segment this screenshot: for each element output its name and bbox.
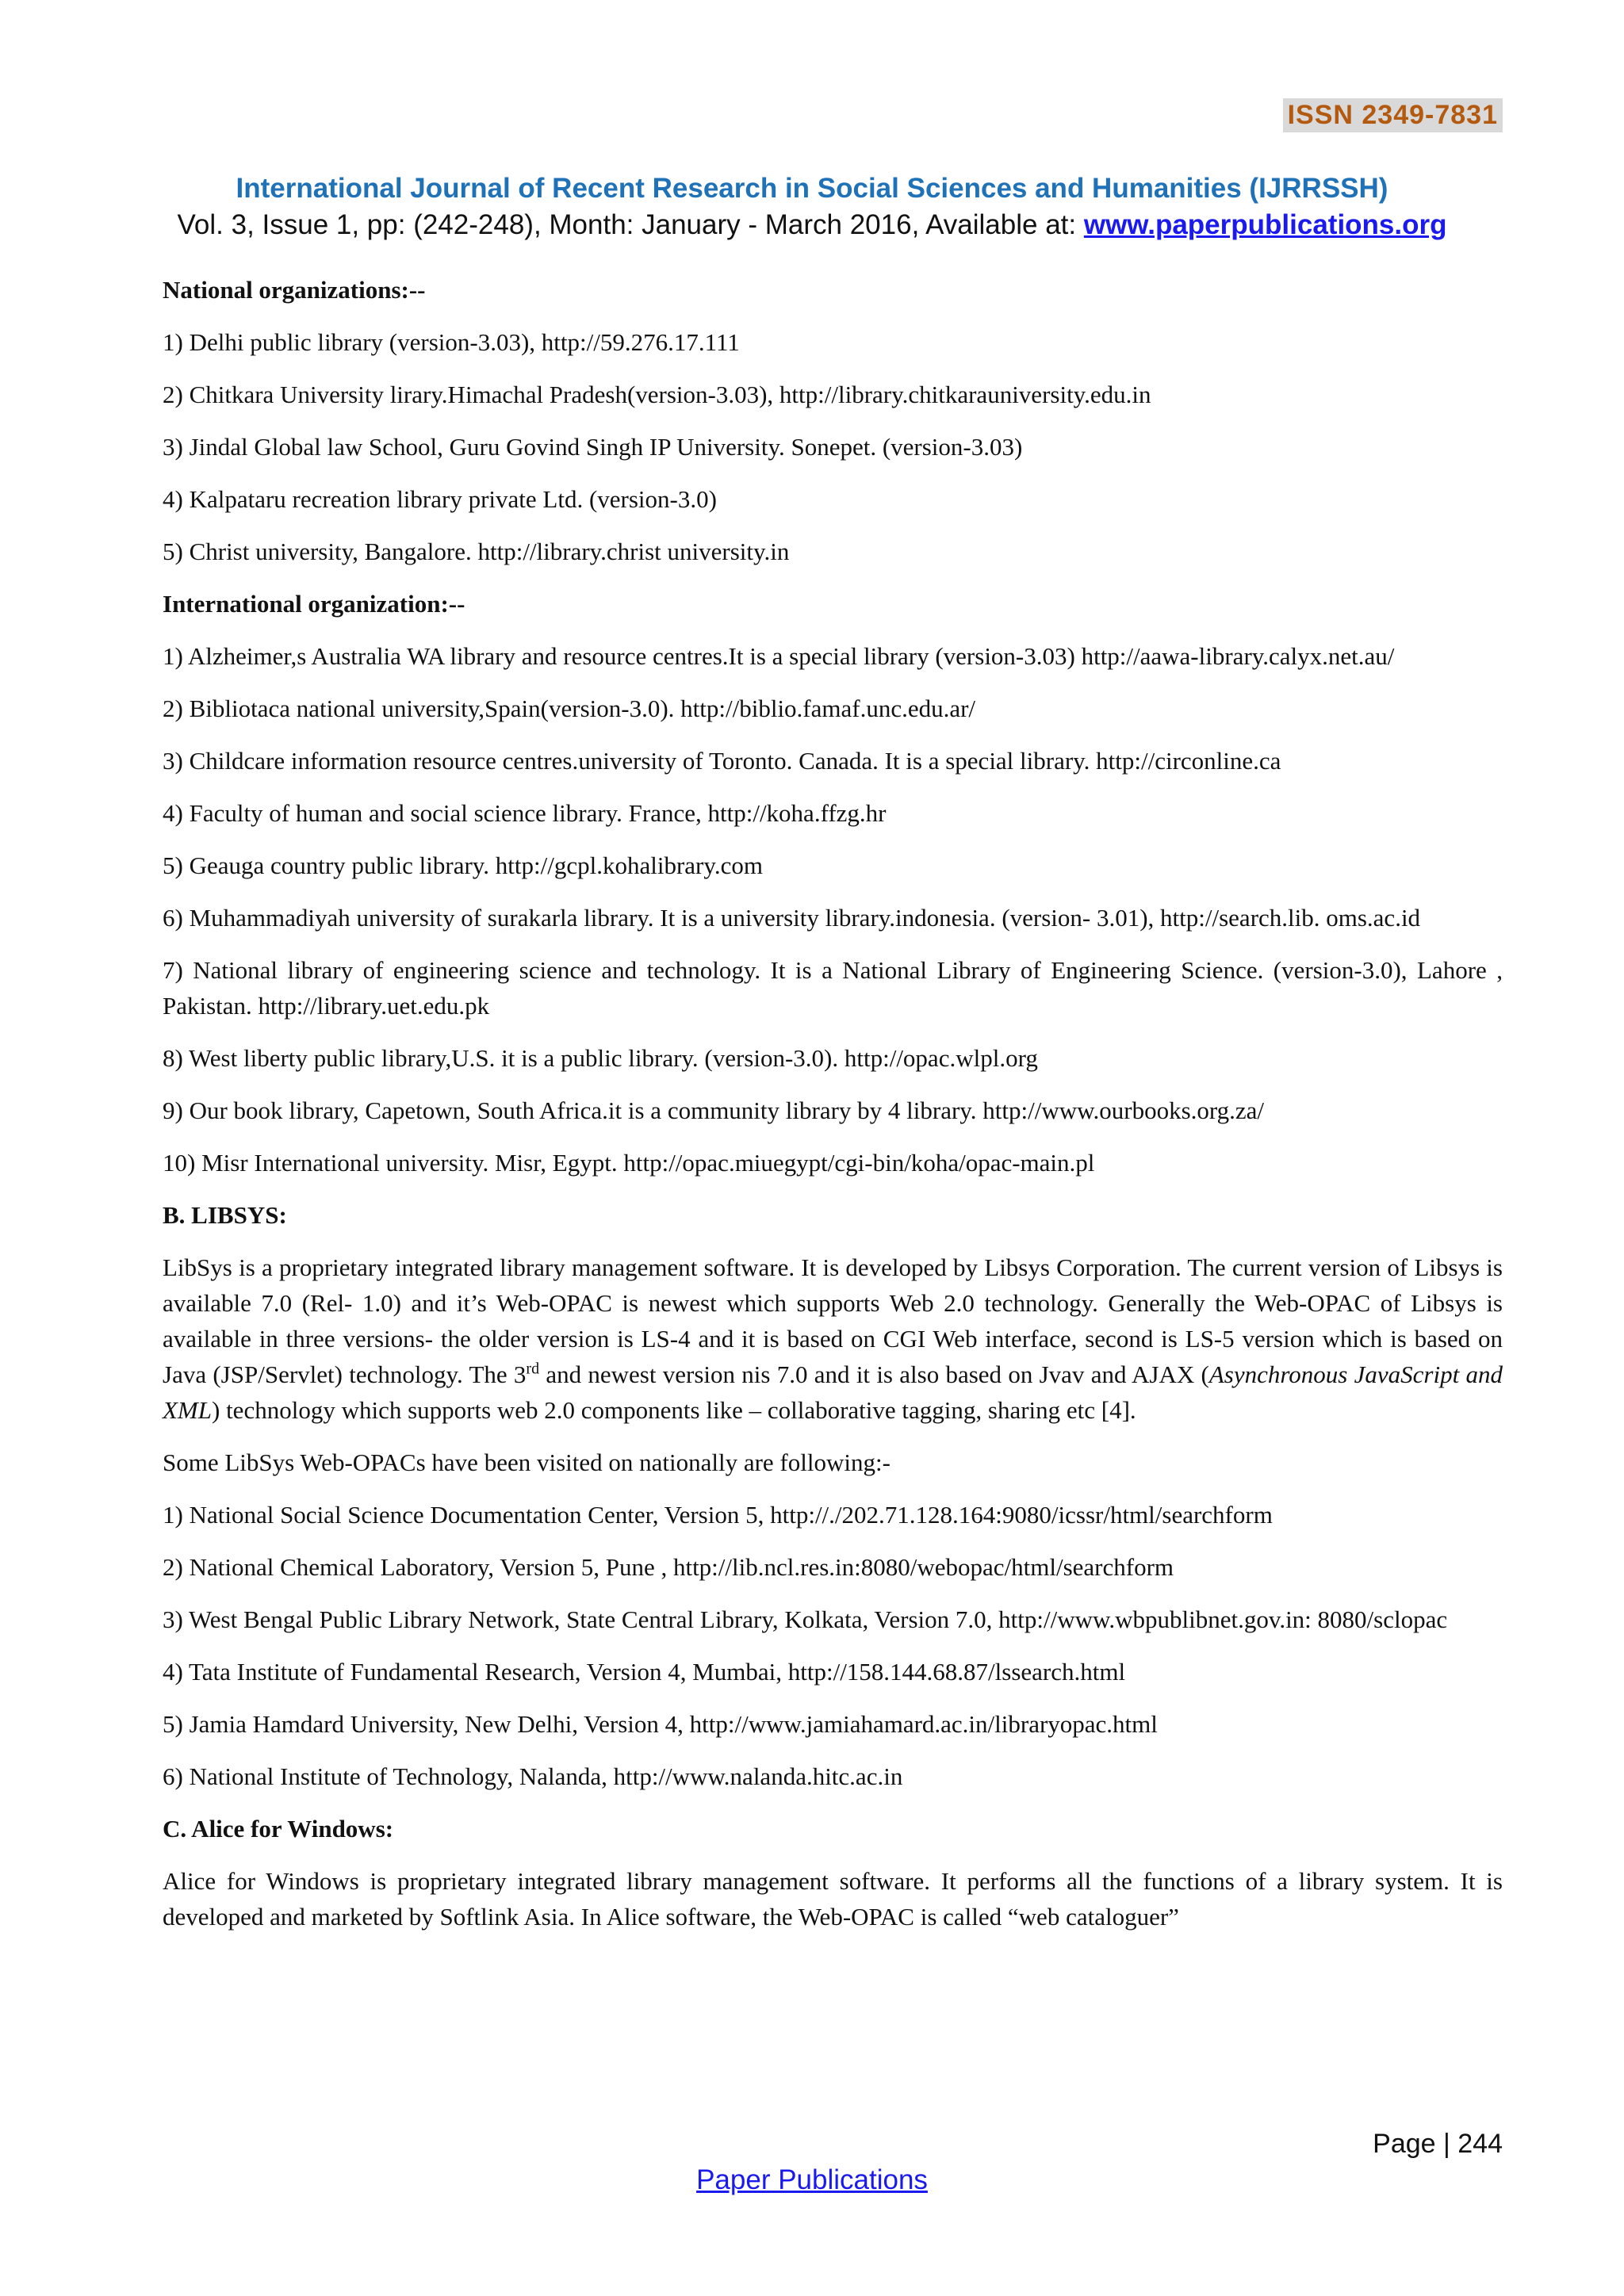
journal-title: International Journal of Recent Research in Social Sciences and Humanities (IJRRSSH)	[236, 173, 1388, 204]
national-heading: National organizations:--	[163, 276, 426, 304]
libsys-text-2: and newest version nis 7.0 and it is also based on Jvav and AJAX (	[539, 1360, 1209, 1388]
list-item: 1) Alzheimer,s Australia WA library and resource centres.It is a special library (version-3.03) http://aawa-library.calyx.net.au/	[163, 642, 1395, 670]
volume-line	[0, 209, 1624, 241]
list-item: 1) National Social Science Documentation Center, Version 5, http://./202.71.128.164:9080/icssr/html/searchform	[163, 1501, 1273, 1529]
page-number: Page | 244	[1373, 2129, 1503, 2159]
list-item: 6) Muhammadiyah university of surakarla library. It is a university library.indonesia. (version- 3.01), http://search.lib. oms.ac.id	[163, 904, 1421, 932]
list-item: 6) National Institute of Technology, Nalanda, http://www.nalanda.hitc.ac.in	[163, 1762, 903, 1790]
libsys-italic: Asynchronous JavaScript and XML	[163, 1360, 1503, 1424]
publisher-link[interactable]: Paper Publications	[696, 2164, 928, 2195]
list-item: 2) National Chemical Laboratory, Version 5, Pune , http://lib.ncl.res.in:8080/webopac/html/searchform	[163, 1553, 1174, 1581]
libsys-text-1: LibSys is a proprietary integrated library management software. It is developed by Libsys Corporation. The current version of Libsys is available 7.0 (Rel- 1.0) and it’s Web-OPAC is newest which supports Web 2.0 technology. Generally the Web-OPAC of Libsys is available in three versions- the older version is LS-4 and it is based on CGI Web interface, second is LS-5 version which is based on Java (JSP/Servlet) technology. The 3	[163, 1253, 1503, 1388]
list-item: 8) West liberty public library,U.S. it is a public library. (version-3.0). http://opac.wlpl.org	[163, 1044, 1038, 1072]
list-item: 4) Faculty of human and social science library. France, http://koha.ffzg.hr	[163, 799, 887, 827]
list-item: 3) Jindal Global law School, Guru Govind Singh IP University. Sonepet. (version-3.03)	[163, 433, 1023, 461]
list-item: 2) Bibliotaca national university,Spain(version-3.0). http://biblio.famaf.unc.edu.ar/	[163, 695, 976, 722]
libsys-text-3: ) technology which supports web 2.0 components like – collaborative tagging, sharing etc [4].	[212, 1396, 1136, 1424]
list-item: 1) Delhi public library (version-3.03), http://59.276.17.111	[163, 328, 740, 356]
international-heading: International organization:--	[163, 590, 465, 618]
alice-paragraph: Alice for Windows is proprietary integrated library management software. It performs all the functions of a library system. It is developed and marketed by Softlink Asia. In Alice software, the Web-OPAC is called “web cataloguer”	[163, 1867, 1503, 1931]
list-item: 4) Tata Institute of Fundamental Research, Version 4, Mumbai, http://158.144.68.87/lssearch.html	[163, 1658, 1126, 1686]
website-link[interactable]: www.paperpublications.org	[1083, 209, 1447, 240]
list-item: 5) Jamia Hamdard University, New Delhi, Version 4, http://www.jamiahamard.ac.in/libraryopac.html	[163, 1710, 1158, 1738]
list-item: 5) Geauga country public library. http://gcpl.kohalibrary.com	[163, 851, 763, 879]
list-item: 4) Kalpataru recreation library private Ltd. (version-3.0)	[163, 485, 717, 513]
article-body	[163, 272, 1503, 1951]
alice-heading: C. Alice for Windows:	[163, 1815, 394, 1843]
list-item: 10) Misr International university. Misr, Egypt. http://opac.miuegypt/cgi-bin/koha/opac-main.pl	[163, 1149, 1095, 1177]
libsys-heading: B. LIBSYS:	[163, 1201, 287, 1229]
list-item: 3) Childcare information resource centres.university of Toronto. Canada. It is a special library. http://circonline.ca	[163, 747, 1281, 775]
issn-badge: ISSN 2349-7831	[1283, 98, 1503, 132]
list-item: 2) Chitkara University lirary.Himachal Pradesh(version-3.03), http://library.chitkarauniversity.edu.in	[163, 381, 1151, 408]
list-item: 5) Christ university, Bangalore. http://library.christ university.in	[163, 538, 790, 565]
list-item: 7) National library of engineering science and technology. It is a National Library of Engineering Science. (version-3.0), Lahore , Pakistan. http://library.uet.edu.pk	[163, 956, 1503, 1020]
libsys-paragraph	[163, 1249, 1503, 1428]
libsys-superscript: rd	[526, 1360, 540, 1378]
list-item: 9) Our book library, Capetown, South Africa.it is a community library by 4 library. http://www.ourbooks.org.za/	[163, 1096, 1265, 1124]
list-item: 3) West Bengal Public Library Network, State Central Library, Kolkata, Version 7.0, http://www.wbpublibnet.gov.in: 8080/sclopac	[163, 1605, 1448, 1633]
libsys-intro: Some LibSys Web-OPACs have been visited on nationally are following:-	[163, 1448, 891, 1476]
volume-text: Vol. 3, Issue 1, pp: (242-248), Month: January - March 2016, Available at:	[177, 209, 1084, 240]
